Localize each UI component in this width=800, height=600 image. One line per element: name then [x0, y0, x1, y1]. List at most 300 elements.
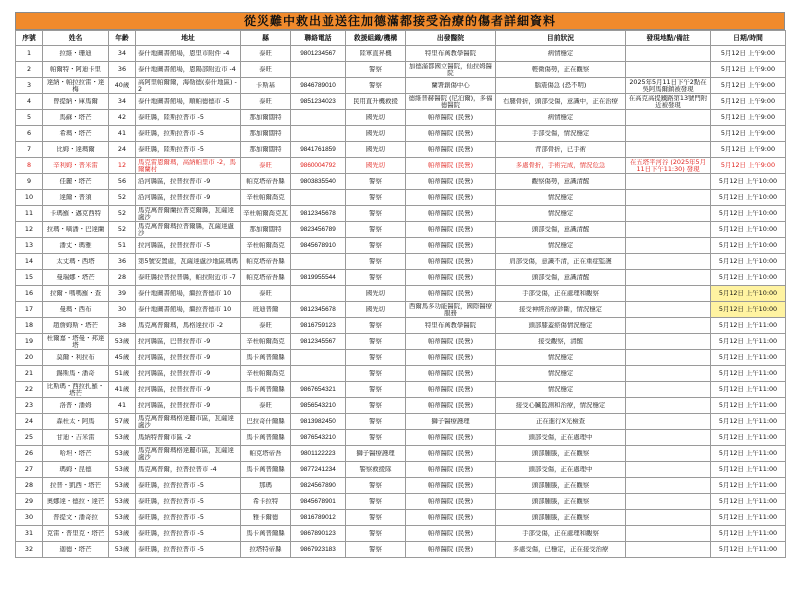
- table-row: [16, 142, 786, 158]
- status-text: 接受神經治療診斷，情況穩定: [518, 306, 603, 313]
- address-text: 泰旺縣，陸斯拉普市 -5: [138, 114, 204, 121]
- column-header-address: 地址: [136, 31, 241, 46]
- phone-text: 9851234023: [300, 98, 336, 105]
- county-text: 班迪普爾: [252, 306, 279, 313]
- phone-text: 9813982450: [300, 418, 336, 425]
- cell-age: [109, 46, 136, 62]
- cell-note: [626, 238, 711, 254]
- phone-text: 9867654321: [300, 386, 336, 393]
- rescue-text: 警察: [369, 322, 382, 329]
- address-text: 馬克萬普爾瑪，馬格達拉市 -2: [138, 322, 224, 329]
- cell-no: [16, 126, 43, 142]
- hospital-text: 帕蒂醫院 (民營): [427, 482, 474, 489]
- injured-table: [15, 30, 786, 558]
- cell-phone: [291, 190, 346, 206]
- phone-text: 9812345678: [300, 210, 336, 217]
- datetime-text: 5月12日 上午9:00: [720, 162, 776, 169]
- age-text: 28: [117, 274, 127, 281]
- cell-no: [16, 286, 43, 302]
- county-text: 那加爾闊特: [249, 130, 282, 137]
- table-row: [16, 94, 786, 110]
- status-text: 接受心臟監測和治療，情況穩定: [515, 402, 606, 409]
- cell-county: [241, 366, 291, 382]
- cell-datetime: [711, 302, 786, 318]
- status-text: 肩部受傷，意識不清，正在重症監護: [509, 258, 612, 265]
- cell-name: [43, 382, 109, 398]
- cell-rescue: [346, 110, 406, 126]
- no-text: 26: [24, 450, 34, 457]
- no-text: 13: [24, 242, 34, 249]
- datetime-text: 5月12日 上午11:00: [718, 402, 778, 409]
- status-text: 頭部腫脹，正在觀察: [531, 514, 590, 521]
- cell-age: [109, 110, 136, 126]
- rescue-text: 警察: [369, 82, 382, 89]
- status-text: 接受觀察，清醒: [538, 338, 583, 345]
- cell-no: [16, 494, 43, 510]
- column-header-note: 發現地點/備註: [626, 31, 711, 46]
- name-text: 瑪姆・昆德: [59, 466, 92, 473]
- hospital-text: 帕蒂醫院 (民營): [427, 194, 474, 201]
- cell-datetime: [711, 526, 786, 542]
- cell-note: [626, 94, 711, 110]
- no-text: 3: [26, 82, 32, 89]
- address-text: 沿河縣區，拉普拉普市 -9: [138, 194, 211, 201]
- cell-hospital: [406, 270, 496, 286]
- cell-note: [626, 270, 711, 286]
- cell-no: [16, 190, 43, 206]
- cell-rescue: [346, 222, 406, 238]
- hospital-text: 特里布萬教學醫院: [424, 322, 477, 329]
- rescue-text: 獅子醫療護理: [356, 450, 395, 457]
- status-text: 情況穩定: [547, 354, 574, 361]
- cell-age: [109, 142, 136, 158]
- cell-age: [109, 318, 136, 334]
- cell-address: [136, 334, 241, 350]
- cell-no: [16, 350, 43, 366]
- cell-age: [109, 350, 136, 366]
- cell-note: [626, 286, 711, 302]
- datetime-text: 5月12日 上午10:00: [718, 178, 778, 185]
- cell-county: [241, 350, 291, 366]
- age-text: 36: [117, 258, 127, 265]
- cell-hospital: [406, 318, 496, 334]
- cell-hospital: [406, 222, 496, 238]
- age-text: 52: [117, 194, 127, 201]
- cell-county: [241, 462, 291, 478]
- cell-datetime: [711, 94, 786, 110]
- cell-rescue: [346, 302, 406, 318]
- table-row: [16, 206, 786, 222]
- cell-note: [626, 542, 711, 558]
- cell-rescue: [346, 142, 406, 158]
- cell-name: [43, 526, 109, 542]
- cell-phone: [291, 398, 346, 414]
- status-text: 情況穩定: [547, 370, 574, 377]
- cell-note: [626, 78, 711, 94]
- cell-hospital: [406, 542, 496, 558]
- phone-text: 9816759123: [300, 322, 336, 329]
- status-text: 手部受傷，情況穩定: [531, 130, 590, 137]
- county-text: 馬卡萬普爾縣: [246, 530, 285, 537]
- cell-rescue: [346, 398, 406, 414]
- name-text: 比姆・達瑪爾: [56, 146, 95, 153]
- age-text: 34: [117, 98, 127, 105]
- column-header-age: 年齡: [109, 31, 136, 46]
- rescue-text: 警察: [369, 338, 382, 345]
- cell-hospital: [406, 94, 496, 110]
- cell-no: [16, 270, 43, 286]
- status-text: 頭部受傷，意識清醒: [531, 274, 590, 281]
- cell-datetime: [711, 462, 786, 478]
- cell-county: [241, 478, 291, 494]
- no-text: 14: [24, 258, 34, 265]
- name-text: 潘丈・瑪雅: [59, 242, 92, 249]
- table-row: [16, 366, 786, 382]
- cell-note: [626, 334, 711, 350]
- rescue-text: 民用直升機救援: [353, 98, 398, 105]
- cell-county: [241, 142, 291, 158]
- cell-phone: [291, 366, 346, 382]
- cell-name: [43, 190, 109, 206]
- cell-status: [496, 542, 626, 558]
- age-text: 53歲: [114, 546, 130, 553]
- cell-note: [626, 126, 711, 142]
- cell-hospital: [406, 62, 496, 78]
- cell-phone: [291, 462, 346, 478]
- name-text: 森杜太・阿馬: [56, 418, 95, 425]
- cell-rescue: [346, 350, 406, 366]
- cell-datetime: [711, 382, 786, 398]
- phone-text: 9841761859: [300, 146, 336, 153]
- cell-phone: [291, 62, 346, 78]
- cell-rescue: [346, 318, 406, 334]
- table-row: [16, 110, 786, 126]
- cell-no: [16, 174, 43, 190]
- column-header-status: 目前狀況: [496, 31, 626, 46]
- county-text: 帕克塔帝吾: [249, 450, 282, 457]
- status-text: 頭部受傷，正在處理中: [528, 466, 593, 473]
- table-row: [16, 46, 786, 62]
- cell-rescue: [346, 238, 406, 254]
- name-text: 曼瑪・西布: [59, 306, 92, 313]
- county-text: 希卡拉特: [252, 498, 279, 505]
- age-text: 52: [117, 210, 127, 217]
- status-text: 病情穩定: [547, 114, 574, 121]
- cell-status: [496, 238, 626, 254]
- no-text: 25: [24, 434, 34, 441]
- cell-note: [626, 302, 711, 318]
- cell-name: [43, 302, 109, 318]
- cell-address: [136, 462, 241, 478]
- cell-rescue: [346, 542, 406, 558]
- datetime-text: 5月12日 上午10:00: [718, 290, 778, 297]
- hospital-text: 帕蒂醫院 (民營): [427, 546, 474, 553]
- cell-no: [16, 110, 43, 126]
- cell-hospital: [406, 46, 496, 62]
- phone-text: 9845678910: [300, 242, 336, 249]
- cell-name: [43, 286, 109, 302]
- rescue-text: 警察: [369, 498, 382, 505]
- cell-datetime: [711, 334, 786, 350]
- cell-note: [626, 430, 711, 446]
- cell-rescue: [346, 206, 406, 222]
- hospital-text: 帕蒂醫院 (民營): [427, 466, 474, 473]
- table-row: [16, 238, 786, 254]
- hospital-text: 帕蒂醫院 (民營): [427, 290, 474, 297]
- cell-hospital: [406, 110, 496, 126]
- age-text: 53歲: [114, 434, 130, 441]
- phone-text: 9801122223: [300, 450, 336, 457]
- cell-age: [109, 398, 136, 414]
- name-text: 帕爾特・阿迪卡里: [49, 66, 102, 73]
- county-text: 那加爾闊特: [249, 146, 282, 153]
- county-text: 辛杜帕爾喬克瓦: [243, 210, 288, 217]
- cell-address: [136, 270, 241, 286]
- column-header-datetime: 日期/時間: [711, 31, 786, 46]
- cell-hospital: [406, 206, 496, 222]
- cell-no: [16, 206, 43, 222]
- age-text: 57歲: [114, 418, 130, 425]
- address-text: 泰什地圖書館場，順帕德德市 -5: [138, 98, 230, 105]
- name-text: 普提文・潘奇拉: [53, 514, 98, 521]
- hospital-text: 特里布萬教學醫院: [424, 50, 477, 57]
- status-text: 情況穩定: [547, 194, 574, 201]
- cell-phone: [291, 174, 346, 190]
- hospital-text: 帕蒂醫院 (民營): [427, 498, 474, 505]
- county-text: 馬卡萬普爾縣: [246, 354, 285, 361]
- cell-status: [496, 190, 626, 206]
- address-text: 泰旺縣，陸斯拉普市 -5: [138, 146, 204, 153]
- hospital-text: 德維普赫醫院 (尼泊爾)，多福德醫院: [408, 94, 493, 109]
- cell-county: [241, 382, 291, 398]
- datetime-text: 5月12日 上午10:00: [718, 306, 778, 313]
- age-text: 52: [117, 226, 127, 233]
- cell-age: [109, 478, 136, 494]
- cell-hospital: [406, 350, 496, 366]
- address-text: 泰什地圖書館場，繼拉普德市 10: [138, 290, 232, 297]
- cell-address: [136, 398, 241, 414]
- name-text: 拉普・凱西・塔芒: [49, 482, 102, 489]
- address-text: 馬克萬普爾瑪格達麗市區，瓦薩達盧沙: [138, 414, 234, 429]
- datetime-text: 5月12日 上午11:00: [718, 482, 778, 489]
- cell-county: [241, 542, 291, 558]
- cell-hospital: [406, 494, 496, 510]
- cell-phone: [291, 142, 346, 158]
- cell-rescue: [346, 446, 406, 462]
- status-text: 情況穩定: [547, 386, 574, 393]
- hospital-text: 帕蒂醫院 (民營): [427, 226, 474, 233]
- rescue-text: 警察: [369, 226, 382, 233]
- cell-phone: [291, 542, 346, 558]
- cell-county: [241, 62, 291, 78]
- cell-age: [109, 542, 136, 558]
- hospital-text: 帕蒂醫院 (民營): [427, 514, 474, 521]
- cell-no: [16, 398, 43, 414]
- age-text: 41: [117, 130, 127, 137]
- cell-age: [109, 78, 136, 94]
- cell-status: [496, 398, 626, 414]
- cell-county: [241, 526, 291, 542]
- rescue-text: 國先切: [365, 130, 386, 137]
- cell-status: [496, 254, 626, 270]
- phone-text: 9877241234: [300, 466, 336, 473]
- age-text: 41: [117, 402, 127, 409]
- column-header-rescue: 救援組織/機構: [346, 31, 406, 46]
- cell-status: [496, 94, 626, 110]
- cell-status: [496, 494, 626, 510]
- name-text: 迦德・塔芒: [59, 546, 92, 553]
- cell-note: [626, 398, 711, 414]
- hospital-text: 帕蒂醫院 (民營): [427, 386, 474, 393]
- cell-status: [496, 222, 626, 238]
- age-text: 51: [117, 242, 127, 249]
- hospital-text: 帕蒂醫院 (民營): [427, 162, 474, 169]
- cell-address: [136, 78, 241, 94]
- cell-note: [626, 206, 711, 222]
- cell-no: [16, 414, 43, 430]
- status-text: 頭部受傷，意識清醒: [531, 226, 590, 233]
- cell-datetime: [711, 62, 786, 78]
- cell-age: [109, 270, 136, 286]
- address-text: 馬克雷恩爾瑪，高納帕里市 -2，馬爾蘭村: [138, 158, 236, 173]
- county-text: 卡斯基: [255, 82, 276, 89]
- age-text: 53歲: [114, 466, 130, 473]
- datetime-text: 5月12日 上午9:00: [720, 114, 776, 121]
- hospital-text: 加德滿都國立醫院，仙拉姆醫院: [408, 62, 493, 77]
- hospital-text: 帕蒂醫院 (民營): [427, 258, 474, 265]
- rescue-text: 警察: [369, 370, 382, 377]
- status-text: 手部受傷，正在處理和觀察: [522, 530, 599, 537]
- datetime-text: 5月12日 上午9:00: [720, 82, 776, 89]
- address-text: 拉河縣區，巴普拉普市 -9: [138, 338, 211, 345]
- cell-no: [16, 142, 43, 158]
- cell-name: [43, 142, 109, 158]
- cell-rescue: [346, 286, 406, 302]
- no-text: 30: [24, 514, 34, 521]
- cell-age: [109, 206, 136, 222]
- no-text: 24: [24, 418, 34, 425]
- county-text: 那加爾闊特: [249, 226, 282, 233]
- table-row: [16, 398, 786, 414]
- cell-phone: [291, 254, 346, 270]
- cell-name: [43, 414, 109, 430]
- age-text: 51歲: [114, 370, 130, 377]
- cell-county: [241, 222, 291, 238]
- cell-rescue: [346, 174, 406, 190]
- hospital-text: 帕蒂醫院 (民營): [427, 274, 474, 281]
- county-text: 泰旺: [259, 290, 272, 297]
- cell-age: [109, 62, 136, 78]
- table-row: [16, 62, 786, 78]
- hospital-text: 帕蒂醫院 (民營): [427, 130, 474, 137]
- cell-datetime: [711, 238, 786, 254]
- rescue-text: 警察: [369, 178, 382, 185]
- county-text: 辛杜帕爾喬克: [246, 370, 285, 377]
- county-text: 馬卡萬普爾縣: [246, 434, 285, 441]
- cell-address: [136, 174, 241, 190]
- rescue-text: 警察: [369, 434, 382, 441]
- cell-phone: [291, 446, 346, 462]
- cell-no: [16, 526, 43, 542]
- cell-datetime: [711, 446, 786, 462]
- rescue-text: 國先切: [365, 114, 386, 121]
- cell-address: [136, 110, 241, 126]
- age-text: 41歲: [114, 386, 130, 393]
- cell-rescue: [346, 334, 406, 350]
- cell-note: [626, 254, 711, 270]
- cell-address: [136, 446, 241, 462]
- cell-note: [626, 174, 711, 190]
- cell-status: [496, 78, 626, 94]
- cell-county: [241, 78, 291, 94]
- county-text: 泰旺: [259, 322, 272, 329]
- cell-name: [43, 446, 109, 462]
- cell-county: [241, 254, 291, 270]
- hospital-text: 西爾馬多功能醫院，國際醫療服務: [408, 302, 493, 317]
- cell-no: [16, 542, 43, 558]
- name-text: 辛利姆・普米雷: [53, 162, 98, 169]
- address-text: 泰旺縣，拉普拉普市 -5: [138, 530, 204, 537]
- cell-name: [43, 174, 109, 190]
- cell-status: [496, 478, 626, 494]
- phone-text: 9803835540: [300, 178, 336, 185]
- cell-address: [136, 254, 241, 270]
- cell-note: [626, 478, 711, 494]
- phone-text: 9824567890: [300, 482, 336, 489]
- table-row: [16, 222, 786, 238]
- cell-datetime: [711, 414, 786, 430]
- name-text: 洛普・潘姆: [59, 402, 92, 409]
- county-text: 那加爾闊特: [249, 114, 282, 121]
- cell-phone: [291, 46, 346, 62]
- no-text: 16: [24, 290, 34, 297]
- status-text: 頭部膝蓋瘀傷情況穩定: [528, 322, 593, 329]
- age-text: 24: [117, 146, 127, 153]
- cell-status: [496, 302, 626, 318]
- cell-note: [626, 414, 711, 430]
- no-text: 9: [26, 178, 32, 185]
- cell-status: [496, 414, 626, 430]
- cell-address: [136, 430, 241, 446]
- table-row: [16, 414, 786, 430]
- status-text: 背部骨折，已手術: [534, 146, 587, 153]
- phone-text: 9816789012: [300, 514, 336, 521]
- no-text: 28: [24, 482, 34, 489]
- cell-county: [241, 334, 291, 350]
- cell-address: [136, 46, 241, 62]
- column-header-no: 序號: [16, 31, 43, 46]
- cell-no: [16, 366, 43, 382]
- no-text: 7: [26, 146, 32, 153]
- no-text: 31: [24, 530, 34, 537]
- cell-county: [241, 110, 291, 126]
- cell-age: [109, 414, 136, 430]
- cell-address: [136, 350, 241, 366]
- age-text: 36: [117, 66, 127, 73]
- cell-address: [136, 206, 241, 222]
- cell-name: [43, 430, 109, 446]
- no-text: 12: [24, 226, 34, 233]
- cell-note: [626, 462, 711, 478]
- cell-note: [626, 190, 711, 206]
- cell-hospital: [406, 398, 496, 414]
- cell-name: [43, 110, 109, 126]
- datetime-text: 5月12日 上午11:00: [718, 450, 778, 457]
- hospital-text: 帕蒂醫院 (民營): [427, 450, 474, 457]
- name-text: 比斯瑪・西拉扎羅・塔芒: [46, 382, 105, 397]
- phone-text: 9801234567: [300, 50, 336, 57]
- cell-datetime: [711, 206, 786, 222]
